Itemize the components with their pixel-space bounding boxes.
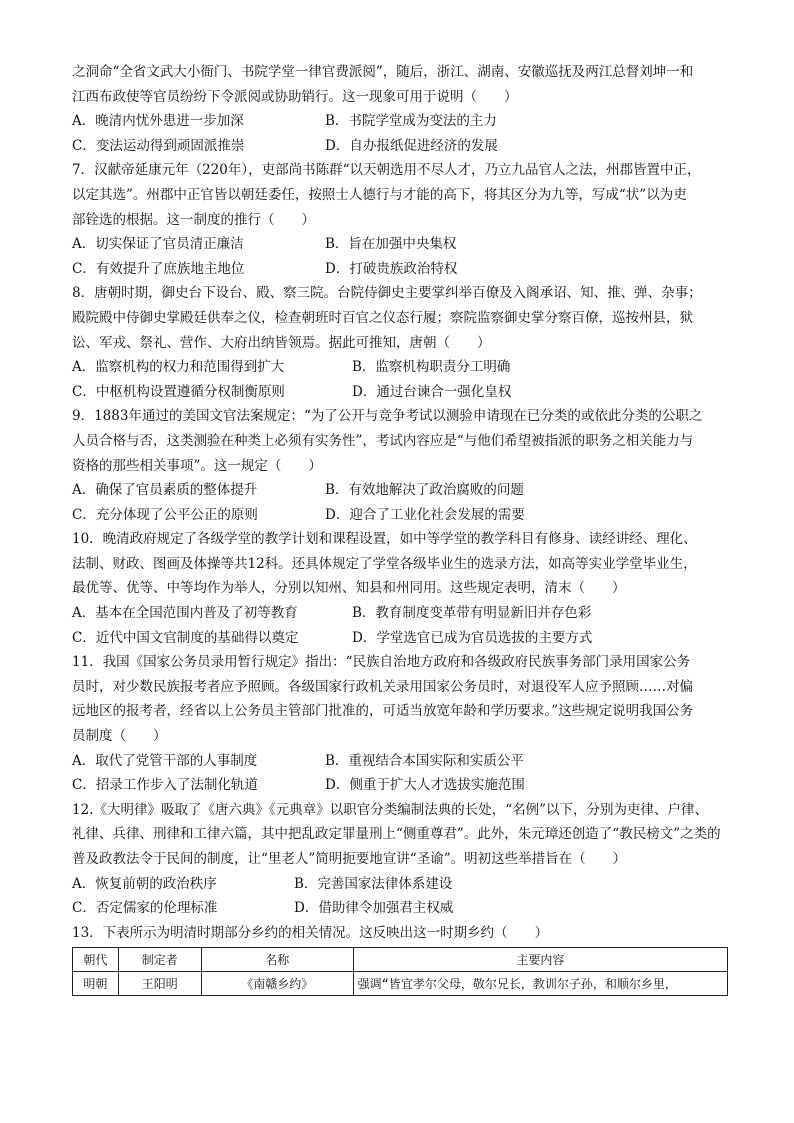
- table-header-dynasty: 朝代: [73, 948, 119, 972]
- table-cell-author: 王阳明: [118, 972, 201, 996]
- option-b: B．完善国家法律体系建设: [294, 875, 453, 892]
- table-header-row: [73, 948, 728, 972]
- question-text-line: 员制度（ ）: [72, 728, 167, 745]
- table-cell-content: 强调“皆宜孝尔父母，敬尔兄长，教训尔子孙，和顺尔乡里，: [353, 972, 727, 996]
- question-12: [72, 798, 728, 921]
- option-d: D．通过台谏合一强化皇权: [352, 383, 512, 400]
- question-10: [72, 527, 728, 650]
- question-text-line: 殿院殿中侍御史掌殿廷供奉之仪，检查朝班时百官之仪态行履；察院监察御史掌分察百僚，巡按州县，狱: [72, 309, 693, 326]
- question-text-line: 8．唐朝时期，御史台下设台、殿、察三院。台院侍御史主要掌纠举百僚及入阁承诏、知、推、弹、杂事；: [72, 285, 702, 302]
- question-13: [72, 921, 728, 997]
- question-text-line: 13．下表所示为明清时期部分乡约的相关情况。这反映出这一时期乡约（ ）: [72, 924, 549, 941]
- question-text-line: 12.《大明律》吸取了《唐六典》《元典章》以职官分类编制法典的长处，“名例”以下，分别为吏律、户律、: [72, 801, 709, 818]
- question-text-line: 普及政教法令于民间的制度，让“里老人”简明扼要地宣讲“圣谕”。明初这些举措旨在（ ）: [72, 851, 627, 867]
- options-row: [72, 232, 728, 257]
- table-header-author: 制定者: [118, 948, 201, 972]
- option-a: A．晚清内忧外患进一步加深: [72, 113, 244, 130]
- option-b: B．旨在加强中央集权: [325, 236, 457, 253]
- question-text-line: 以定其选”。州郡中正官皆以朝廷委任，按照士人德行与才能的高下，将其区分为九等，写成“状”以为吏: [72, 186, 687, 203]
- question-continued: [72, 60, 728, 158]
- option-d: D．学堂选官已成为官员选拔的主要方式: [352, 629, 593, 646]
- question-text-line: 江西布政使等官员纷纷下令派阅或协助销行。这一现象可用于说明（ ）: [72, 88, 518, 105]
- options-row: [72, 109, 728, 134]
- question-9: [72, 404, 728, 527]
- question-text-line: 10．晚清政府规定了各级学堂的教学计划和课程设置，如中等学堂的教学科目有修身、读经讲经、理化、: [72, 531, 697, 548]
- option-a: A．恢复前朝的政治秩序: [72, 875, 217, 892]
- option-a: A．确保了官员素质的整体提升: [72, 482, 258, 499]
- options-row: [72, 626, 728, 651]
- options-row: [72, 896, 728, 921]
- xiangyue-table: [72, 947, 728, 996]
- option-c: C．近代中国文官制度的基础得以奠定: [72, 629, 299, 646]
- options-row: [72, 380, 728, 405]
- option-a: A．切实保证了官员清正廉洁: [72, 236, 244, 253]
- table-cell-title: 《南赣乡约》: [201, 972, 353, 996]
- options-row: [72, 355, 728, 380]
- options-row: [72, 134, 728, 159]
- option-c: C．招录工作步入了法制化轨道: [72, 777, 258, 794]
- question-text-line: 人员合格与否，这类测验在种类上必须有实务性”，考试内容应是“与他们希望被指派的职务之相关能力与: [72, 432, 694, 449]
- option-d: D．打破贵族政治特权: [325, 260, 458, 277]
- question-text-line: 9．1883年通过的美国文官法案规定：“为了公开与竞争考试以测验申请现在已分类的或依此分类的公职之: [72, 408, 703, 425]
- question-11: [72, 650, 728, 798]
- options-row: [72, 503, 728, 528]
- option-c: C．变法运动得到顽固派推崇: [72, 137, 245, 154]
- question-7: [72, 158, 728, 281]
- option-d: D．自办报纸促进经济的发展: [325, 137, 498, 154]
- table-row: [73, 972, 728, 996]
- option-d: D．侧重于扩大人才选拔实施范围: [325, 777, 525, 794]
- table-header-title: 名称: [201, 948, 353, 972]
- exam-page: [72, 60, 728, 996]
- question-text-line: 11．我国《国家公务员录用暂行规定》指出：“民族自治地方政府和各级政府民族事务部门录用国家公务: [72, 654, 691, 671]
- option-d: D．迎合了工业化社会发展的需要: [325, 506, 525, 523]
- question-8: [72, 281, 728, 404]
- option-a: A．取代了党管干部的人事制度: [72, 752, 258, 769]
- options-row: [72, 601, 728, 626]
- question-text-line: 员时，对少数民族报考者应予照顾。各级国家行政机关录用国家公务员时，对退役军人应予照顾……对偏: [72, 678, 693, 695]
- question-text-line: 远地区的报考者，经省以上公务员主管部门批准的，可适当放宽年龄和学历要求。”这些规定说明我国公务: [72, 703, 694, 720]
- question-text-line: 之洞命“全省文武大小衙门、书院学堂一律官费派阅”，随后，浙江、湖南、安徽巡抚及两江总督刘坤一和: [72, 64, 694, 80]
- option-c: C．有效提升了庶族地主地位: [72, 260, 245, 277]
- question-text-line: 礼律、兵律、刑律和工律六篇，其中把乱政定罪量刑上“侧重尊君”。此外，朱元璋还创造了“教民榜文”之类的: [72, 826, 721, 843]
- options-row: [72, 749, 728, 774]
- option-b: B．有效地解决了政治腐败的问题: [325, 482, 524, 499]
- options-row: [72, 478, 728, 503]
- option-b: B．书院学堂成为变法的主力: [325, 113, 497, 130]
- option-d: D．借助律令加强君主权威: [294, 900, 454, 917]
- option-a: A．基本在全国范围内普及了初等教育: [72, 605, 298, 622]
- option-b: B．教育制度变革带有明显新旧并存色彩: [352, 605, 592, 622]
- options-row: [72, 872, 728, 897]
- option-c: C．中枢机构设置遵循分权制衡原则: [72, 383, 285, 400]
- option-a: A．监察机构的权力和范围得到扩大: [72, 359, 285, 376]
- table-header-content: 主要内容: [353, 948, 727, 972]
- question-text-line: 资格的那些相关事项”。这一规定（ ）: [72, 457, 322, 474]
- question-text-line: 部铨选的根据。这一制度的推行（ ）: [72, 211, 315, 228]
- options-row: [72, 257, 728, 282]
- options-row: [72, 773, 728, 798]
- table-cell-dynasty: 明朝: [73, 972, 119, 996]
- option-c: C．否定儒家的伦理标准: [72, 900, 218, 917]
- question-text-line: 讼、军戎、祭礼、营作、大府出纳皆领焉。据此可推知，唐朝（ ）: [72, 334, 491, 351]
- option-b: B．重视结合本国实际和实质公平: [325, 752, 524, 769]
- option-b: B．监察机构职责分工明确: [352, 359, 511, 376]
- question-text-line: 法制、财政、图画及体操等共12科。还具体规定了学堂各级毕业生的选录方法，如高等实业学堂毕业生，: [72, 555, 697, 572]
- question-text-line: 最优等、优等、中等均作为举人，分别以知州、知县和州同用。这些规定表明，清末（ ）: [72, 580, 626, 597]
- option-c: C．充分体现了公平公正的原则: [72, 506, 258, 523]
- question-text-line: 7．汉献帝延康元年（220年），吏部尚书陈群“以天朝选用不尽人才，乃立九品官人之法，州郡皆置中正，: [72, 162, 701, 179]
